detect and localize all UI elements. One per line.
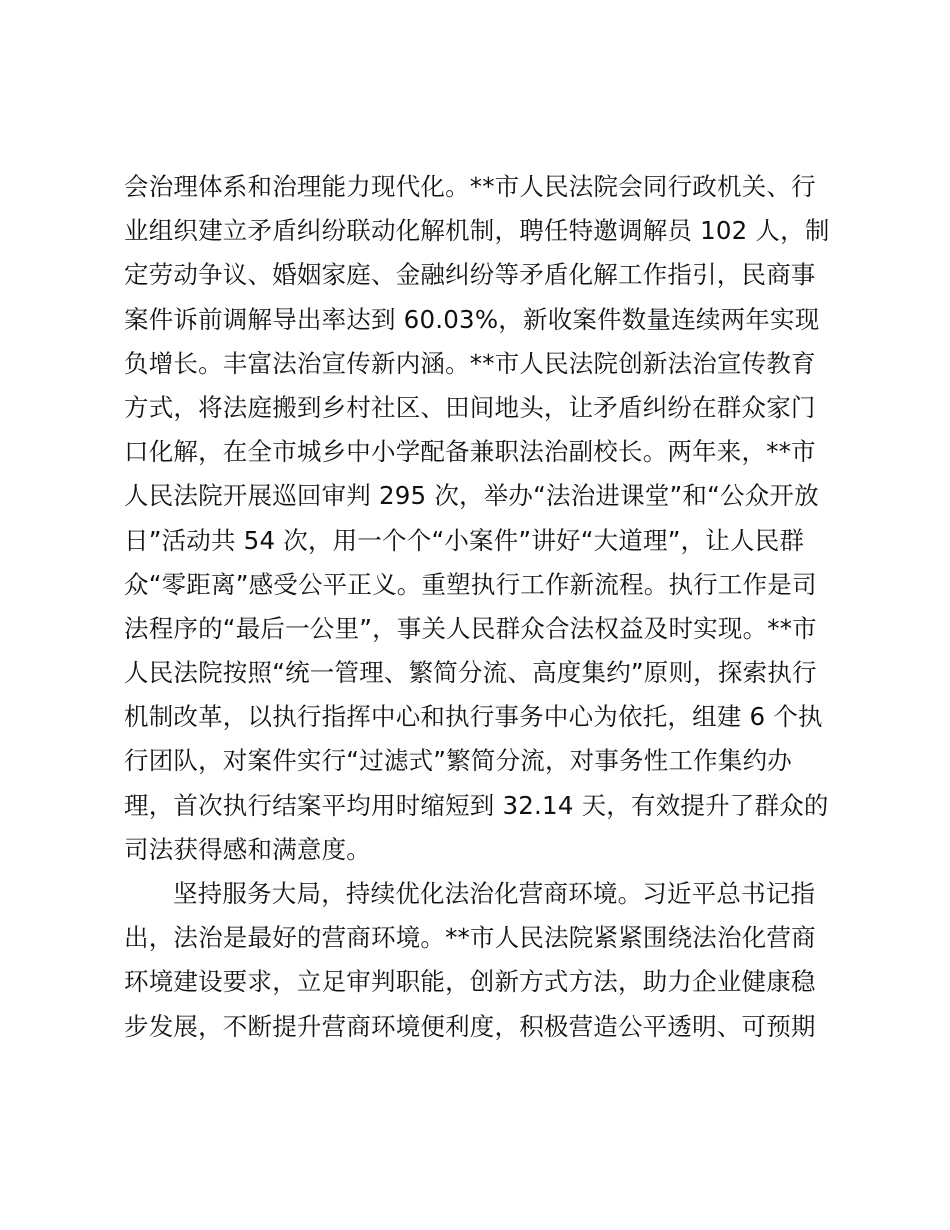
text-line: 日”活动共 54 次，用一个个“小案件”讲好“大道理”，让人民群 xyxy=(124,525,805,555)
paragraph xyxy=(124,872,834,1049)
text-line: 业组织建立矛盾纠纷联动化解机制，聘任特邀调解员 102 人，制 xyxy=(124,216,830,246)
text-line: 口化解，在全市城乡中小学配备兼职法治副校长。两年来，**市 xyxy=(124,437,816,467)
text-line: 人民法院开展巡回审判 295 次，举办“法治进课堂”和“公众开放 xyxy=(124,481,819,511)
text-line: 坚持服务大局，持续优化法治化营商环境。习近平总书记指 xyxy=(173,879,816,908)
text-line: 环境建设要求，立足审判职能，创新方式方法，助力企业健康稳 xyxy=(124,967,816,997)
paragraph xyxy=(124,165,834,872)
text-line: 定劳动争议、婚姻家庭、金融纠纷等矛盾化解工作指引，民商事 xyxy=(124,260,816,290)
text-line: 负增长。丰富法治宣传新内涵。**市人民法院创新法治宣传教育 xyxy=(124,348,816,378)
text-line: 法程序的“最后一公里”，事关人民群众合法权益及时实现。**市 xyxy=(124,613,817,643)
body-text xyxy=(124,165,834,1049)
text-line: 行团队，对案件实行“过滤式”繁简分流，对事务性工作集约办 xyxy=(124,746,792,776)
text-line: 机制改革，以执行指挥中心和执行事务中心为依托，组建 6 个执 xyxy=(124,702,823,732)
text-line: 人民法院按照“统一管理、繁简分流、高度集约”原则，探索执行 xyxy=(124,658,817,688)
text-line: 案件诉前调解导出率达到 60.03%，新收案件数量连续两年实现 xyxy=(124,304,820,334)
text-line: 方式，将法庭搬到乡村社区、田间地头，让矛盾纠纷在群众家门 xyxy=(124,392,816,422)
text-line: 理，首次执行结案平均用时缩短到 32.14 天，有效提升了群众的 xyxy=(124,790,829,820)
text-line: 众“零距离”感受公平正义。重塑执行工作新流程。执行工作是司 xyxy=(124,569,817,599)
text-line: 步发展，不断提升营商环境便利度，积极营造公平透明、可预期 xyxy=(124,1011,816,1041)
text-line: 司法获得感和满意度。 xyxy=(124,834,371,864)
text-line: 会治理体系和治理能力现代化。**市人民法院会同行政机关、行 xyxy=(124,172,816,201)
text-line: 出，法治是最好的营商环境。**市人民法院紧紧围绕法治化营商 xyxy=(124,923,816,953)
